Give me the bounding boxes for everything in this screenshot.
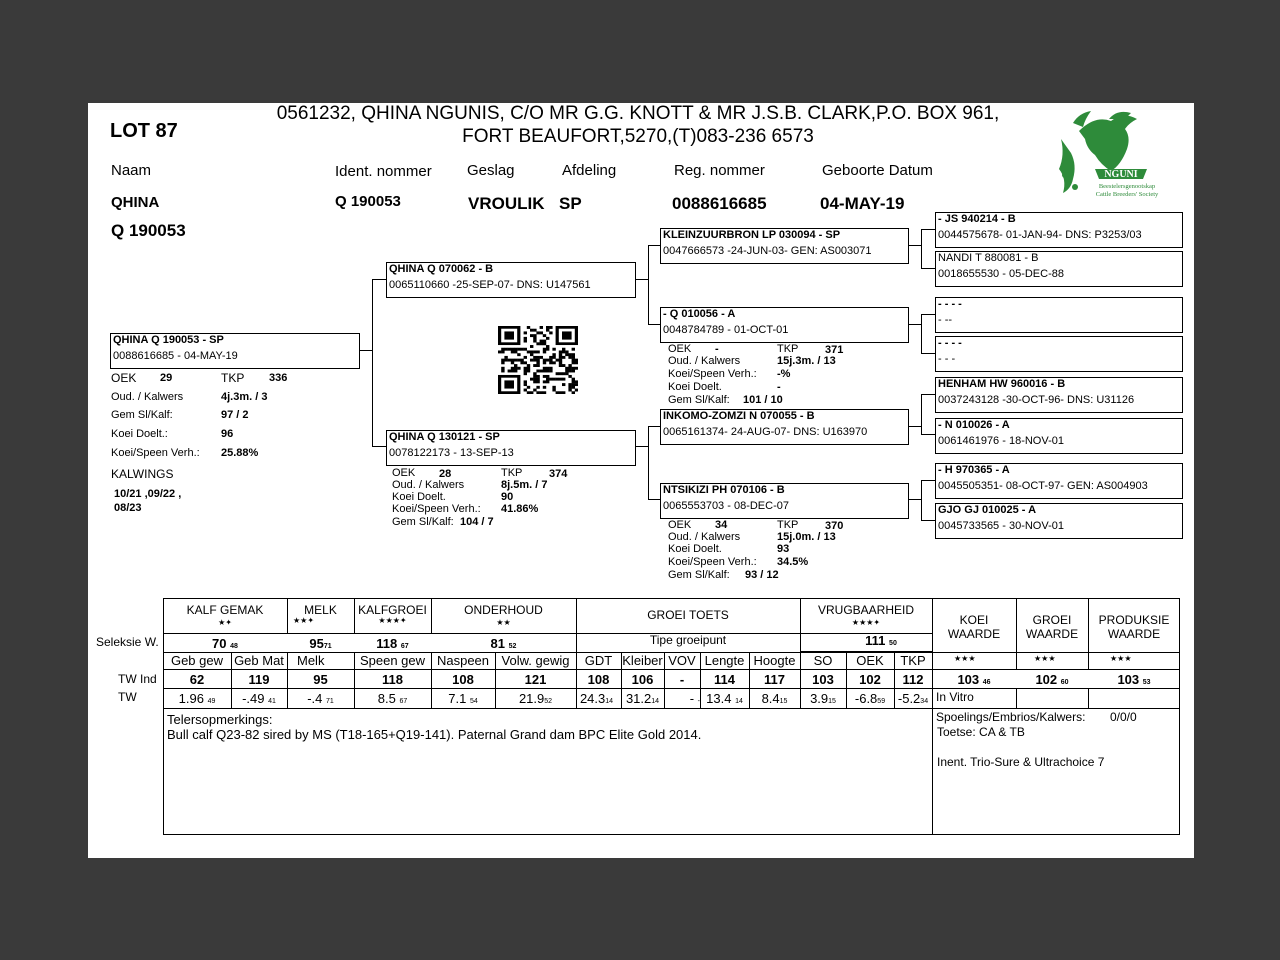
label-afdeling: Afdeling xyxy=(562,162,617,179)
animal-line-2: 0088616685 - 04-MAY-19 xyxy=(113,350,238,362)
lot-number: LOT 87 xyxy=(110,120,178,142)
label-geslag: Geslag xyxy=(467,162,515,179)
catalogue-page: LOT 87 0561232, QHINA NGUNIS, C/O MR G.G. KNOTT & MR J.S.B. CLARK,P.O. BOX 961, FORT BEAUFORT,5270,(T)083-236 6573 NGUNI Beestelersgenootskap Cattle Breeders' Society Naam Ident. nommer Geslag Afdeling Reg. nommer Geboorte Datum QHINA Q 190053 VROULIK SP 0088616685 04-MAY-19 Q 190053 QHINA Q 190053 - SP 0088616685 - 04-MAY-19 OEK 29 TKP 336 Oud. / Kalwers 4j.3m. / 3 Gem Sl/Kalf: 97 / 2 Koei Doelt.: 96 Koei/Speen Verh.: 25.88% KALWINGS 10/21 ,09/22 , 08/23 QHINA Q 070062 - B 0065110660 -25-SEP-07- DNS: U147561 QHINA Q 130121 - SP 0078122173 - 13-SEP-13 OEK 28 TKP 374 Oud. / Kalwers 8j.5m. / 7 Koei Doelt. 90 Koei/Speen Verh.: 41.86% Gem Sl/Kalf: 104 / 7 KLEINZUURBRON LP 030094 - SP 0047666573 -24-JUN-03- GEN: AS003071 - Q 010056 - A 0048784789 - 01-OCT-01 OEK - TKP 371 Oud. / Kalwers 15j.3m. / 13 Koei/Speen Verh.: -% Koei Doelt. - Gem Sl/Kalf: 101 / 10 INKOMO-ZOMZI N 070055 - B 0065161374- 24-AUG-07- DNS: U163970 NTSIKIZI PH 070106 - B 0065553703 - 08-DEC-07 OEK 34 TKP 370 Oud. / Kalwers 15j.0m. / 13 Koei Doelt. 93 Koei/Speen Verh.: 34.5% Gem Sl/Kalf: 93 / 12 - JS 940214 - B 0044575678- 01-JAN-94- DNS: P3253/03 NANDI T 880081 - B 0018655530 - 05-DEC-88 - - - - - -- - - - - - - - HENHAM HW 960016 - B 0037243128 -30-OCT-96- DNS: U31126 - N 010026 - A 0061461976 - 18-NOV-01 - H 970365 - A 0045505351- 08-OCT-97- GEN: AS004903 GJO GJ 010025 - A 0045733565 - 30-NOV-01 KALF GEMAK ★✦ MELK ★★✦ KALFGROEI ★★★✦ ONDERHOUD ★★ GROEI TOETS VRUGBAARHEID ★★★✦ KOEI WAARDE GROEI WAARDE PRODUKSIE WAARDE Seleksie W. 70 48 9571 118 67 81 52 Tipe groeipunt 111 50 ★★★ ★★★ ★★★ Geb gew Geb Mat Melk Speen gew Naspeen Volw. gewig GDT Kleiber VOV Lengte Hoogte SO OEK TKP TW Ind 62 119 95 118 108 121 108 106 - 114 117 103 102 112 103 46 102 60 103 53 TW 1.96 49 -.49 41 -.4 71 8.5 67 7.1 54 21.952 24.314 31.214 - - 13.4 14 8.415 3.915 -6.859 -5.234 In Vitro Telersopmerkings: Bull calf Q23-82 sired by MS (T18-165+Q19-141). Paternal Grand dam BPC Elite Gold 2014. Spoelings/Embrios/Kalwers: 0/0/0 Toetse: CA & TB Inent. Trio-Sure & Ultrachoice 7 xyxy=(88,103,1194,858)
label-naam: Naam xyxy=(111,162,152,179)
ggp-box: - N 010026 - A 0061461976 - 18-NOV-01 xyxy=(935,418,1183,454)
value-naam: QHINA xyxy=(111,194,160,211)
value-geboorte: 04-MAY-19 xyxy=(820,194,905,213)
ggp-box: - - - - - - - xyxy=(935,336,1183,372)
table-grid xyxy=(88,103,1194,858)
ggp-box: - JS 940214 - B 0044575678- 01-JAN-94- DNS: P3253/03 xyxy=(935,212,1183,248)
gp-sire-dam-box: - Q 010056 - A 0048784789 - 01-OCT-01 xyxy=(660,307,909,343)
gp-dam-dam-box: NTSIKIZI PH 070106 - B 0065553703 - 08-DEC-07 xyxy=(660,483,909,519)
remarks-title: Telersopmerkings: xyxy=(167,712,273,727)
animal-line-1: QHINA Q 190053 - SP xyxy=(113,334,224,346)
ggp-box: NANDI T 880081 - B 0018655530 - 05-DEC-88 xyxy=(935,251,1183,287)
ggp-box: GJO GJ 010025 - A 0045733565 - 30-NOV-01 xyxy=(935,503,1183,539)
value-afdeling: SP xyxy=(559,194,582,213)
value-geslag: VROULIK xyxy=(468,194,545,213)
ggp-box: HENHAM HW 960016 - B 0037243128 -30-OCT-96- DNS: U31126 xyxy=(935,377,1183,413)
dam-box: QHINA Q 130121 - SP 0078122173 - 13-SEP-13 xyxy=(386,430,636,466)
value-naam-2: Q 190053 xyxy=(111,221,186,240)
svg-text:NGUNI: NGUNI xyxy=(1104,169,1138,180)
svg-text:Beestelersgenootskap: Beestelersgenootskap xyxy=(1098,183,1156,190)
ggp-box: - - - - - -- xyxy=(935,297,1183,333)
gp-dam-sire-box: INKOMO-ZOMZI N 070055 - B 0065161374- 24-AUG-07- DNS: U163970 xyxy=(660,409,909,445)
sire-box: QHINA Q 070062 - B 0065110660 -25-SEP-07- DNS: U147561 xyxy=(386,262,636,298)
breeder-line-2: FORT BEAUFORT,5270,(T)083-236 6573 xyxy=(462,126,814,147)
value-ident: Q 190053 xyxy=(335,193,401,210)
value-reg: 0088616685 xyxy=(672,194,767,213)
svg-text:Cattle Breeders' Society: Cattle Breeders' Society xyxy=(1095,191,1159,198)
label-ident: Ident. nommer xyxy=(335,163,432,180)
label-reg: Reg. nommer xyxy=(674,162,765,179)
gp-sire-sire-box: KLEINZUURBRON LP 030094 - SP 0047666573 -24-JUN-03- GEN: AS003071 xyxy=(660,228,909,264)
remarks-text: Bull calf Q23-82 sired by MS (T18-165+Q19-141). Paternal Grand dam BPC Elite Gold 2014. xyxy=(167,727,702,742)
label-geboorte: Geboorte Datum xyxy=(822,162,933,179)
breeder-line-1: 0561232, QHINA NGUNIS, C/O MR G.G. KNOTT & MR J.S.B. CLARK,P.O. BOX 961, xyxy=(276,103,1000,124)
ggp-box: - H 970365 - A 0045505351- 08-OCT-97- GEN: AS004903 xyxy=(935,463,1183,499)
